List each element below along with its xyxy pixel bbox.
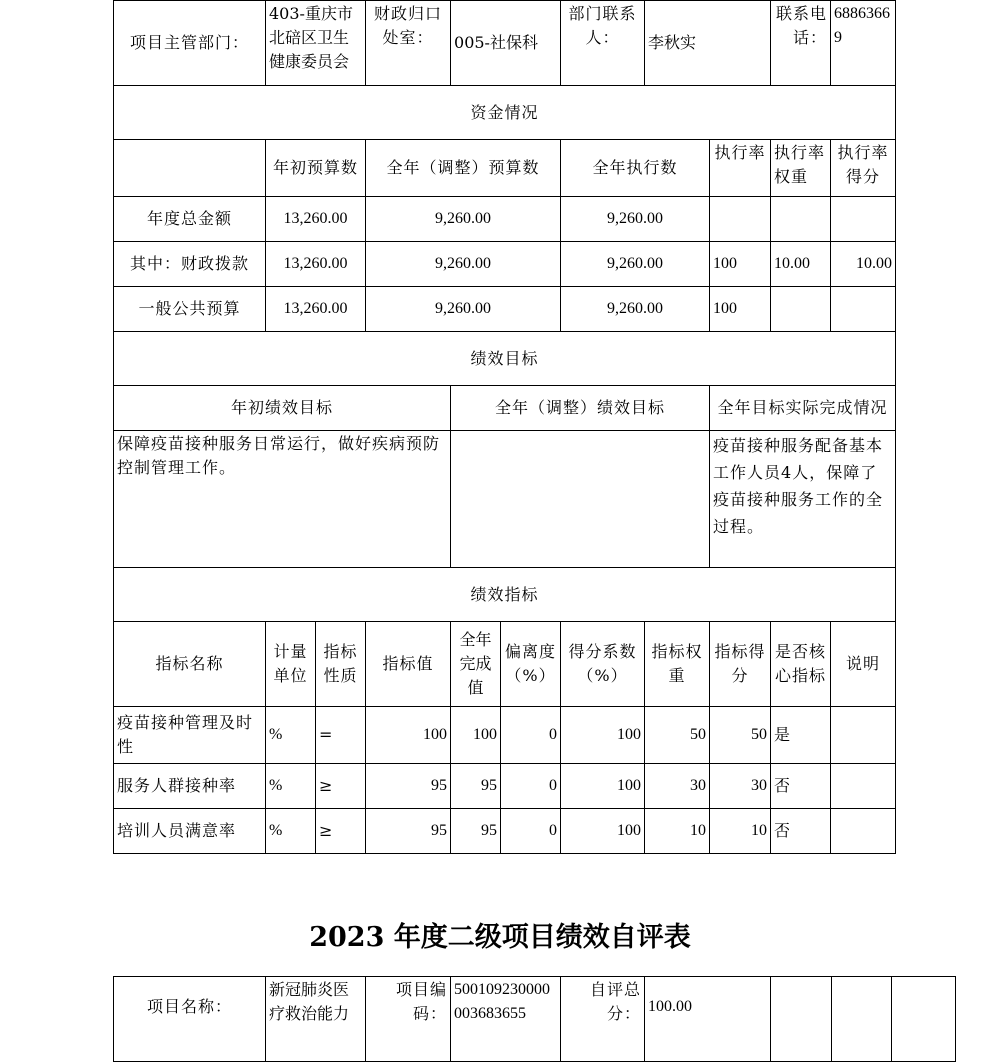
ind-header-core: 是否核心指标 — [771, 622, 831, 707]
next-name-label: 项目名称： — [114, 977, 266, 1062]
funds-initial: 13,260.00 — [266, 242, 366, 287]
ind-actual: 100 — [451, 707, 501, 764]
ind-note — [831, 764, 896, 809]
dept-label: 项目主管部门： — [114, 1, 266, 86]
ind-unit: % — [266, 809, 316, 854]
indicator-row — [114, 809, 896, 854]
funds-weight — [771, 287, 831, 332]
next-name-value: 新冠肺炎医疗救治能力 — [266, 977, 366, 1062]
ind-weight: 30 — [645, 764, 710, 809]
ind-actual: 95 — [451, 764, 501, 809]
ind-weight: 50 — [645, 707, 710, 764]
ind-header-coef: 得分系数（%） — [561, 622, 645, 707]
funds-adjusted: 9,260.00 — [366, 287, 561, 332]
phone-value: 68863669 — [831, 1, 896, 86]
ind-note — [831, 809, 896, 854]
indicator-row — [114, 764, 896, 809]
funds-executed: 9,260.00 — [561, 242, 710, 287]
office-value: 005-社保科 — [451, 1, 561, 86]
ind-unit: % — [266, 707, 316, 764]
ind-header-weight: 指标权重 — [645, 622, 710, 707]
ind-score: 50 — [710, 707, 771, 764]
ind-header-nature: 指标性质 — [316, 622, 366, 707]
funds-score — [831, 287, 896, 332]
ind-target: 95 — [366, 809, 451, 854]
funds-rate — [710, 197, 771, 242]
ind-core: 否 — [771, 809, 831, 854]
funds-row-label: 一般公共预算 — [114, 287, 266, 332]
ind-deviation: 0 — [501, 809, 561, 854]
funds-header-adjusted: 全年（调整）预算数 — [366, 140, 561, 197]
upper-form — [113, 0, 895, 854]
indicators-table — [113, 621, 896, 854]
indicator-row — [114, 707, 896, 764]
ind-actual: 95 — [451, 809, 501, 854]
ind-nature: = — [316, 707, 366, 764]
funds-weight — [771, 197, 831, 242]
funds-score: 10.00 — [831, 242, 896, 287]
funds-header-blank — [114, 140, 266, 197]
ind-header-unit: 计量单位 — [266, 622, 316, 707]
ind-core: 是 — [771, 707, 831, 764]
funds-row — [114, 242, 896, 287]
contact-label: 部门联系人： — [561, 1, 645, 86]
ind-target: 100 — [366, 707, 451, 764]
dept-value: 403-重庆市北碚区卫生健康委员会 — [266, 1, 366, 86]
goals-col-adjusted: 全年（调整）绩效目标 — [451, 386, 710, 431]
ind-deviation: 0 — [501, 764, 561, 809]
ind-header-note: 说明 — [831, 622, 896, 707]
next-total-label: 自评总分： — [561, 977, 645, 1062]
next-form-table — [113, 976, 956, 1062]
next-form — [113, 976, 895, 1062]
evaluation-table — [113, 0, 896, 622]
funds-header-rate: 执行率 — [710, 140, 771, 197]
ind-header-actual: 全年完成值 — [451, 622, 501, 707]
next-blank-2 — [832, 977, 892, 1062]
funds-rate: 100 — [710, 287, 771, 332]
ind-header-target: 指标值 — [366, 622, 451, 707]
funds-rate: 100 — [710, 242, 771, 287]
funds-executed: 9,260.00 — [561, 197, 710, 242]
ind-core: 否 — [771, 764, 831, 809]
funds-initial: 13,260.00 — [266, 287, 366, 332]
funds-header-initial: 年初预算数 — [266, 140, 366, 197]
funds-row — [114, 197, 896, 242]
ind-score: 30 — [710, 764, 771, 809]
goals-initial-text: 保障疫苗接种服务日常运行，做好疾病预防控制管理工作。 — [114, 431, 451, 568]
funds-header-weight: 执行率权重 — [771, 140, 831, 197]
funds-header-executed: 全年执行数 — [561, 140, 710, 197]
ind-score: 10 — [710, 809, 771, 854]
next-code-value: 500109230000003683655 — [451, 977, 561, 1062]
ind-header-name: 指标名称 — [114, 622, 266, 707]
funds-row-label: 其中：财政拨款 — [114, 242, 266, 287]
funds-header-score: 执行率得分 — [831, 140, 896, 197]
funds-adjusted: 9,260.00 — [366, 197, 561, 242]
indicators-section-title: 绩效指标 — [114, 568, 896, 622]
next-total-value: 100.00 — [645, 977, 771, 1062]
ind-header-score: 指标得分 — [710, 622, 771, 707]
next-code-label: 项目编码： — [366, 977, 451, 1062]
goals-actual-text: 疫苗接种服务配备基本工作人员4人，保障了疫苗接种服务工作的全过程。 — [710, 431, 896, 568]
ind-name: 服务人群接种率 — [114, 764, 266, 809]
ind-coef: 100 — [561, 707, 645, 764]
goals-adjusted-text — [451, 431, 710, 568]
ind-note — [831, 707, 896, 764]
funds-score — [831, 197, 896, 242]
ind-target: 95 — [366, 764, 451, 809]
ind-coef: 100 — [561, 809, 645, 854]
ind-weight: 10 — [645, 809, 710, 854]
ind-deviation: 0 — [501, 707, 561, 764]
next-form-title: 2023 年度二级项目绩效自评表 — [309, 922, 691, 953]
goals-col-initial: 年初绩效目标 — [114, 386, 451, 431]
funds-executed: 9,260.00 — [561, 287, 710, 332]
contact-value: 李秋实 — [645, 1, 771, 86]
ind-name: 培训人员满意率 — [114, 809, 266, 854]
funds-adjusted: 9,260.00 — [366, 242, 561, 287]
goals-col-actual: 全年目标实际完成情况 — [710, 386, 896, 431]
goals-section-title: 绩效目标 — [114, 332, 896, 386]
ind-header-deviation: 偏离度（%） — [501, 622, 561, 707]
ind-nature: ≥ — [316, 764, 366, 809]
next-blank-1 — [771, 977, 832, 1062]
phone-label: 联系电话： — [771, 1, 831, 86]
funds-row — [114, 287, 896, 332]
funds-section-title: 资金情况 — [114, 86, 896, 140]
ind-nature: ≥ — [316, 809, 366, 854]
office-label: 财政归口处室： — [366, 1, 451, 86]
ind-name: 疫苗接种管理及时性 — [114, 707, 266, 764]
funds-initial: 13,260.00 — [266, 197, 366, 242]
ind-unit: % — [266, 764, 316, 809]
funds-weight: 10.00 — [771, 242, 831, 287]
next-blank-3 — [892, 977, 956, 1062]
ind-coef: 100 — [561, 764, 645, 809]
funds-row-label: 年度总金额 — [114, 197, 266, 242]
